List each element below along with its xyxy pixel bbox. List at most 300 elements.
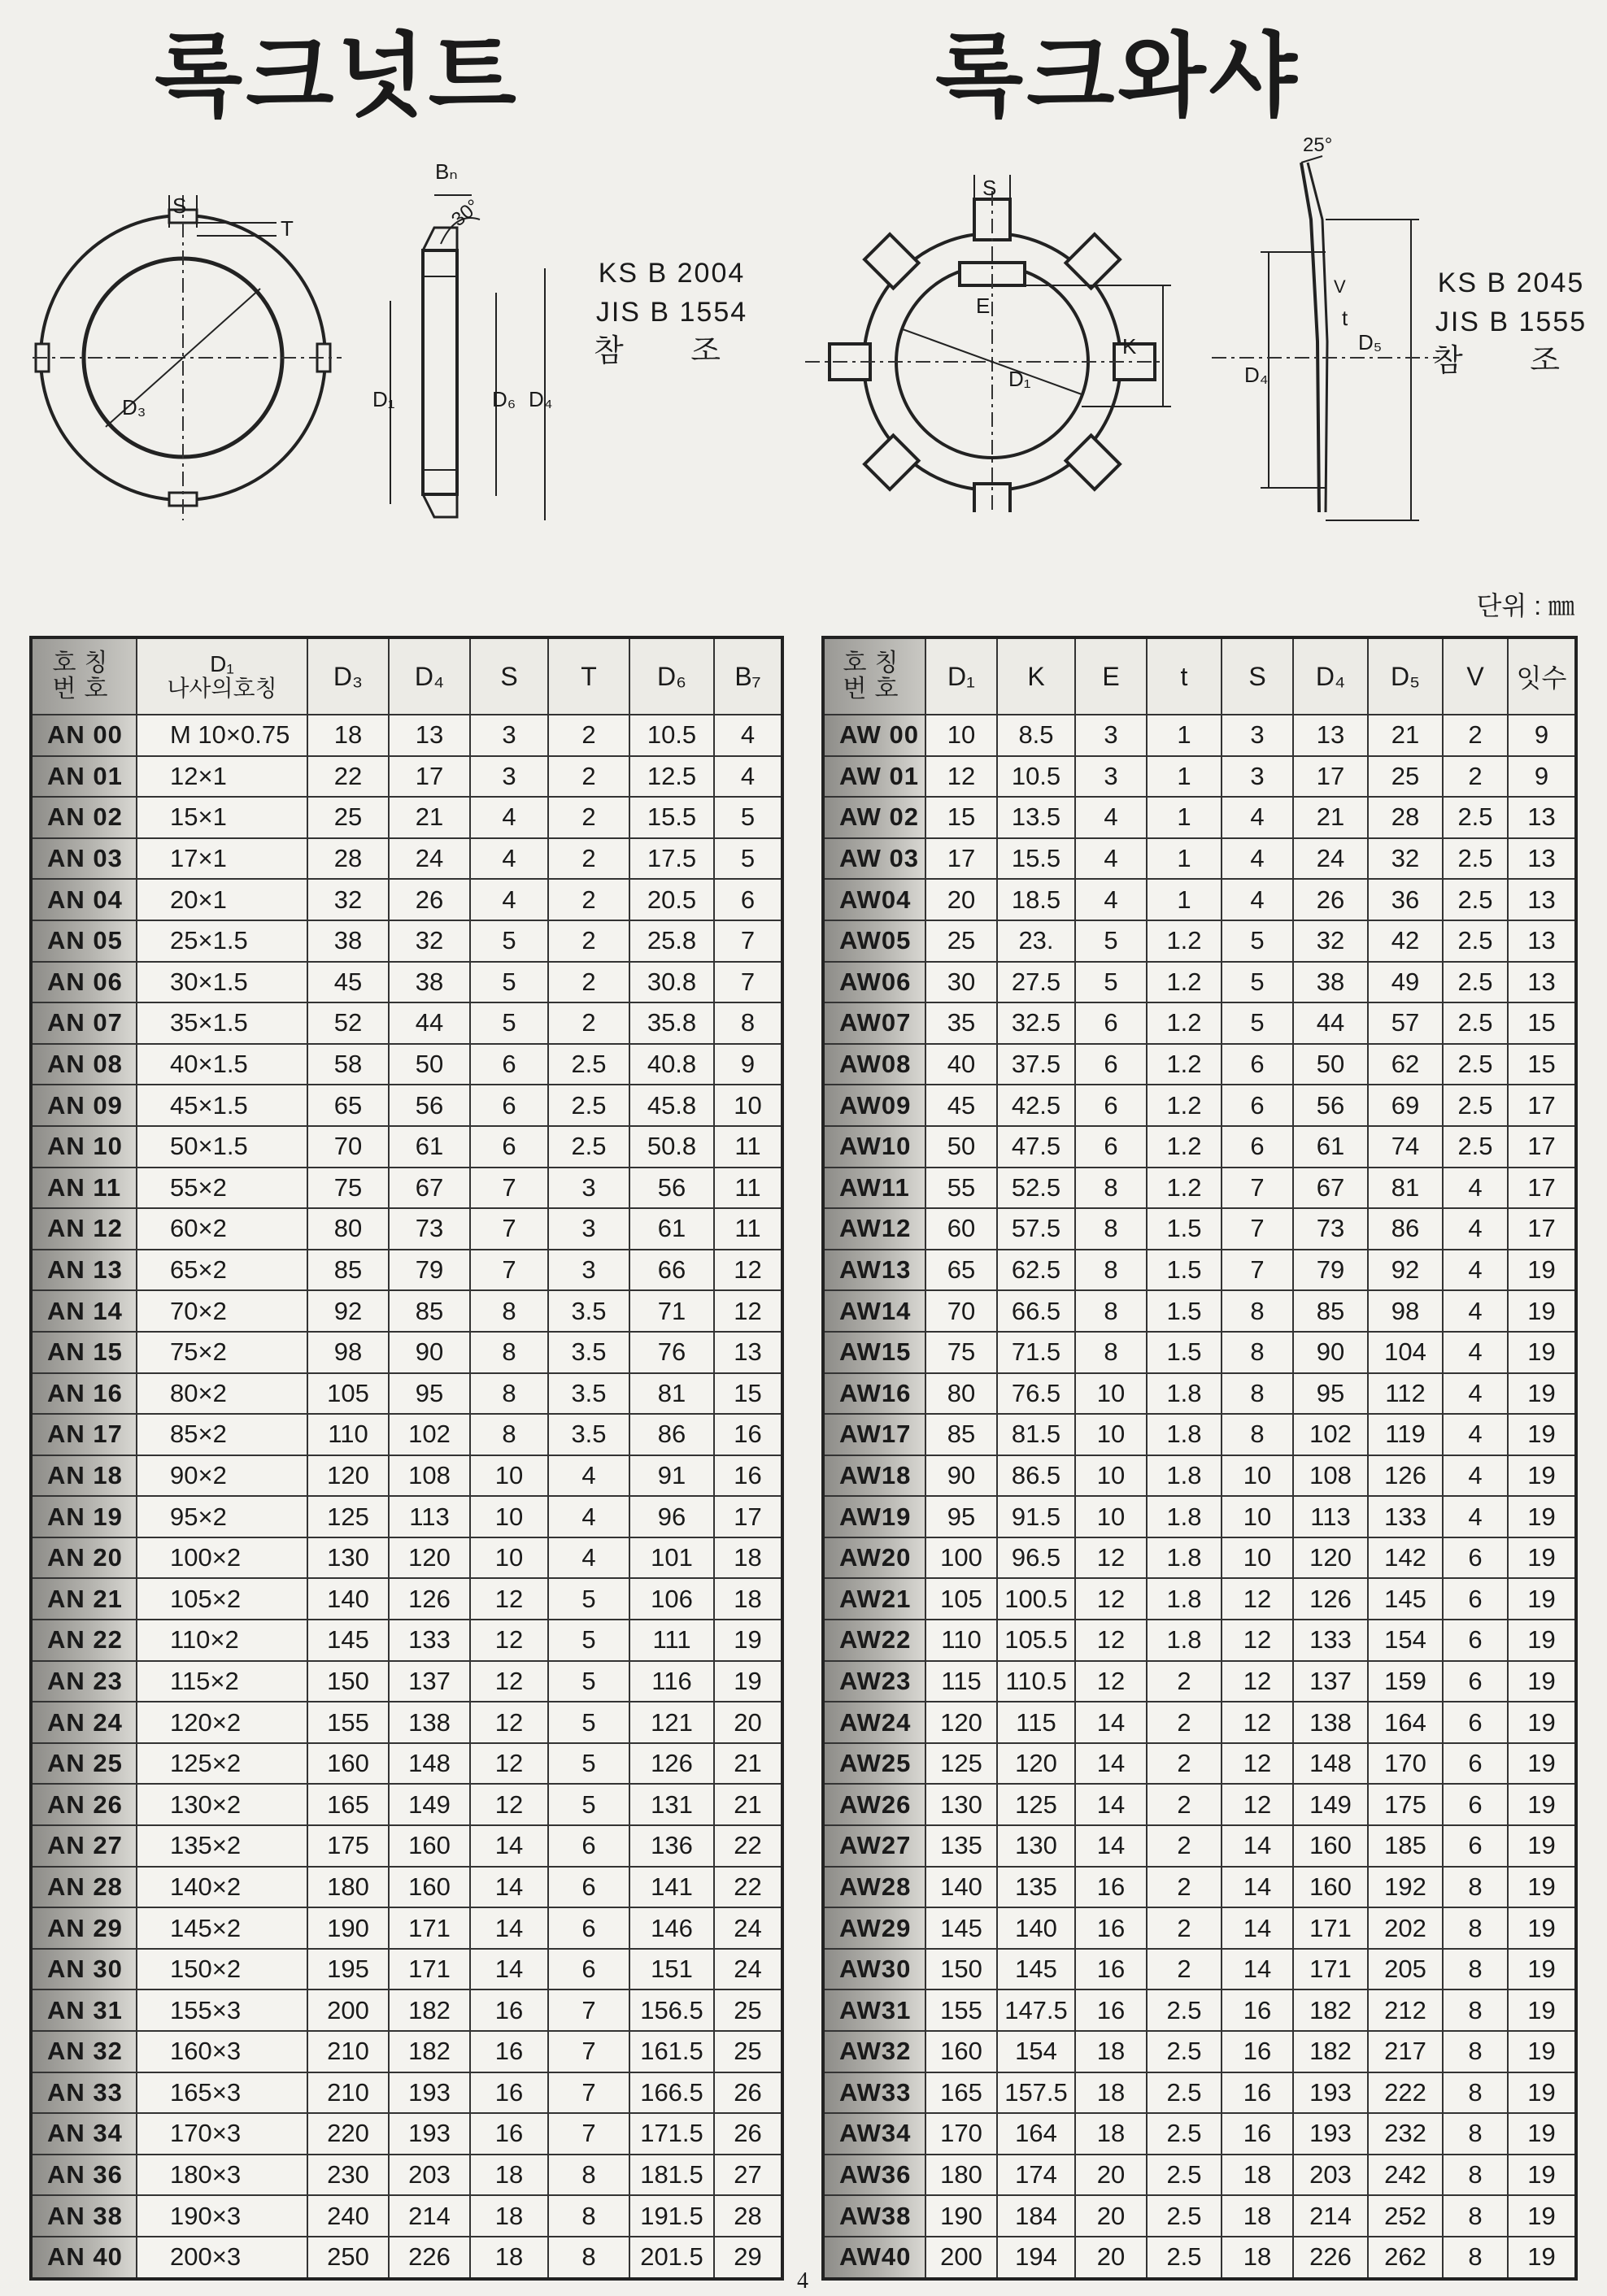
table-cell: 185 xyxy=(1368,1825,1443,1867)
table-cell: 20 xyxy=(714,1702,782,1743)
table-cell: 4 xyxy=(470,879,548,920)
nut-table-header-cell: B₇ xyxy=(714,637,782,715)
table-row xyxy=(31,1126,782,1168)
table-cell: 161.5 xyxy=(629,2031,714,2072)
designation-cell: AW34 xyxy=(823,2113,925,2155)
table-row xyxy=(31,1373,782,1415)
table-cell: 8 xyxy=(1222,1414,1293,1455)
table-cell: 2.5 xyxy=(1443,920,1508,962)
table-cell: 151 xyxy=(629,1949,714,1990)
table-cell: 5 xyxy=(1222,962,1293,1003)
table-cell: 7 xyxy=(1222,1250,1293,1291)
table-cell: 2 xyxy=(1147,1784,1222,1825)
table-row xyxy=(823,1907,1576,1949)
table-cell: 12 xyxy=(1222,1702,1293,1743)
designation-cell: AW21 xyxy=(823,1578,925,1620)
table-cell: 1.5 xyxy=(1147,1290,1222,1332)
table-cell: 180 xyxy=(307,1867,389,1908)
lock-nut-ks-standard: KS B 2004 xyxy=(598,258,746,289)
table-cell: 19 xyxy=(1508,1537,1576,1579)
table-row xyxy=(823,1496,1576,1537)
table-cell: 6 xyxy=(1222,1126,1293,1168)
table-cell: 154 xyxy=(1368,1620,1443,1661)
table-cell: 1.2 xyxy=(1147,962,1222,1003)
table-cell: 226 xyxy=(1293,2237,1368,2279)
table-cell: 2 xyxy=(1147,1867,1222,1908)
table-cell: 145 xyxy=(1368,1578,1443,1620)
designation-cell: AN 17 xyxy=(31,1414,137,1455)
table-row xyxy=(823,756,1576,798)
table-cell: 12 xyxy=(470,1578,548,1620)
table-cell: 18 xyxy=(1222,2195,1293,2237)
table-cell: 25.8 xyxy=(629,920,714,962)
table-cell: 16 xyxy=(1222,2113,1293,2155)
designation-cell: AW17 xyxy=(823,1414,925,1455)
table-row xyxy=(31,1002,782,1044)
table-row xyxy=(31,1989,782,2031)
table-cell: 220 xyxy=(307,2113,389,2155)
table-row xyxy=(31,1578,782,1620)
table-cell: 28 xyxy=(1368,797,1443,838)
table-cell: 14 xyxy=(470,1949,548,1990)
table-cell: 20 xyxy=(1075,2237,1147,2279)
table-cell: 5 xyxy=(1222,920,1293,962)
table-cell: 8 xyxy=(1222,1290,1293,1332)
table-cell: 25 xyxy=(714,2031,782,2072)
table-cell: 73 xyxy=(1293,1208,1368,1250)
nut-table-header-cell: D₆ xyxy=(629,637,714,715)
table-cell: 26 xyxy=(1293,879,1368,920)
table-cell: 17 xyxy=(1508,1168,1576,1209)
table-row xyxy=(823,2155,1576,2196)
table-cell: 32 xyxy=(1368,838,1443,880)
table-cell: 4 xyxy=(714,756,782,798)
table-cell: 11 xyxy=(714,1208,782,1250)
table-cell: 120 xyxy=(389,1537,470,1579)
table-cell: 6 xyxy=(1443,1702,1508,1743)
table-cell: 1.2 xyxy=(1147,1168,1222,1209)
table-row xyxy=(31,797,782,838)
designation-cell: AN 38 xyxy=(31,2195,137,2237)
table-row xyxy=(31,1949,782,1990)
table-cell: 5 xyxy=(714,838,782,880)
designation-cell: AW29 xyxy=(823,1907,925,1949)
table-row xyxy=(823,1989,1576,2031)
table-cell: 90 xyxy=(925,1455,997,1497)
table-cell: 71.5 xyxy=(997,1332,1075,1373)
table-cell: 6 xyxy=(1075,1044,1147,1085)
table-row xyxy=(823,1168,1576,1209)
table-cell: 212 xyxy=(1368,1989,1443,2031)
table-cell: 13 xyxy=(389,715,470,756)
table-cell: 174 xyxy=(997,2155,1075,2196)
table-cell: 2.5 xyxy=(1147,2195,1222,2237)
table-cell: 85×2 xyxy=(137,1414,307,1455)
designation-cell: AW05 xyxy=(823,920,925,962)
table-cell: 7 xyxy=(548,1989,629,2031)
table-cell: 2 xyxy=(1147,1907,1222,1949)
table-cell: 150 xyxy=(925,1949,997,1990)
table-cell: 190×3 xyxy=(137,2195,307,2237)
table-cell: 65×2 xyxy=(137,1250,307,1291)
table-cell: 193 xyxy=(389,2072,470,2114)
designation-cell: AW 00 xyxy=(823,715,925,756)
table-cell: 55 xyxy=(925,1168,997,1209)
table-cell: 175 xyxy=(1368,1784,1443,1825)
table-row xyxy=(31,1332,782,1373)
table-cell: 3 xyxy=(548,1168,629,1209)
table-cell: 57.5 xyxy=(997,1208,1075,1250)
lock-washer-ref-note: 참 조 xyxy=(1433,344,1589,378)
table-cell: 182 xyxy=(1293,2031,1368,2072)
table-cell: 12 xyxy=(1075,1661,1147,1702)
designation-cell: AW06 xyxy=(823,962,925,1003)
table-cell: 8 xyxy=(1443,2237,1508,2279)
table-cell: 26 xyxy=(389,879,470,920)
washer-table-header-cell: 잇수 xyxy=(1508,637,1576,715)
table-cell: 8 xyxy=(714,1002,782,1044)
table-cell: 23. xyxy=(997,920,1075,962)
table-cell: 12 xyxy=(1222,1620,1293,1661)
table-cell: 202 xyxy=(1368,1907,1443,1949)
table-cell: 1 xyxy=(1147,879,1222,920)
table-cell: 62 xyxy=(1368,1044,1443,1085)
table-cell: 42 xyxy=(1368,920,1443,962)
table-cell: 164 xyxy=(1368,1702,1443,1743)
table-cell: 200 xyxy=(925,2237,997,2279)
table-cell: 8 xyxy=(1443,1989,1508,2031)
table-row xyxy=(823,2031,1576,2072)
table-cell: 10 xyxy=(470,1496,548,1537)
designation-cell: AW 02 xyxy=(823,797,925,838)
table-row xyxy=(31,1085,782,1126)
table-cell: 125 xyxy=(925,1743,997,1785)
designation-cell: AN 04 xyxy=(31,879,137,920)
table-cell: 4 xyxy=(548,1496,629,1537)
table-cell: 12 xyxy=(1222,1661,1293,1702)
nut-table-header-cell: 호칭 번호 xyxy=(31,637,137,715)
table-cell: 6 xyxy=(548,1867,629,1908)
designation-cell: AN 10 xyxy=(31,1126,137,1168)
table-cell: 45 xyxy=(925,1085,997,1126)
table-cell: 19 xyxy=(1508,2155,1576,2196)
table-row xyxy=(823,1825,1576,1867)
table-cell: 130 xyxy=(307,1537,389,1579)
table-cell: 14 xyxy=(1222,1825,1293,1867)
table-cell: 3 xyxy=(1075,715,1147,756)
table-cell: 201.5 xyxy=(629,2237,714,2279)
table-cell: 8 xyxy=(1075,1250,1147,1291)
table-cell: 19 xyxy=(1508,1414,1576,1455)
table-cell: 165 xyxy=(925,2072,997,2114)
table-cell: 6 xyxy=(1443,1537,1508,1579)
table-cell: 1.2 xyxy=(1147,1126,1222,1168)
table-cell: 5 xyxy=(470,1002,548,1044)
table-cell: 15 xyxy=(1508,1002,1576,1044)
table-cell: 61 xyxy=(629,1208,714,1250)
table-cell: 56 xyxy=(1293,1085,1368,1126)
designation-cell: AN 02 xyxy=(31,797,137,838)
table-cell: 75 xyxy=(925,1332,997,1373)
table-cell: 110.5 xyxy=(997,1661,1075,1702)
table-cell: 125 xyxy=(997,1784,1075,1825)
table-row xyxy=(31,1620,782,1661)
table-cell: 137 xyxy=(389,1661,470,1702)
table-row xyxy=(31,2195,782,2237)
table-cell: 12 xyxy=(714,1290,782,1332)
designation-cell: AN 23 xyxy=(31,1661,137,1702)
table-cell: 113 xyxy=(1293,1496,1368,1537)
table-cell: 35×1.5 xyxy=(137,1002,307,1044)
table-cell: 19 xyxy=(1508,2113,1576,2155)
table-row xyxy=(823,838,1576,880)
table-row xyxy=(823,1085,1576,1126)
table-cell: 195 xyxy=(307,1949,389,1990)
designation-cell: AN 34 xyxy=(31,2113,137,2155)
nut-t-label: T xyxy=(281,216,294,241)
table-cell: 3 xyxy=(1222,715,1293,756)
table-row xyxy=(31,756,782,798)
table-cell: 18 xyxy=(1222,2155,1293,2196)
lock-washer-side-view-figure xyxy=(1212,130,1439,537)
lock-washer-title: 록크와샤 xyxy=(935,24,1300,129)
table-cell: 21 xyxy=(714,1743,782,1785)
table-cell: 16 xyxy=(1075,1907,1147,1949)
lock-washer-table-body xyxy=(823,715,1576,2279)
lock-washer-jis-standard: JIS B 1555 xyxy=(1435,307,1587,337)
table-row xyxy=(823,1702,1576,1743)
table-cell: 7 xyxy=(470,1250,548,1291)
table-cell: 21 xyxy=(714,1784,782,1825)
table-cell: 16 xyxy=(1075,1949,1147,1990)
table-cell: 2.5 xyxy=(548,1044,629,1085)
designation-cell: AW25 xyxy=(823,1743,925,1785)
table-cell: 8 xyxy=(1443,2155,1508,2196)
table-cell: 1.8 xyxy=(1147,1496,1222,1537)
table-row xyxy=(823,2072,1576,2114)
table-row xyxy=(823,1290,1576,1332)
table-cell: 19 xyxy=(1508,2195,1576,2237)
lock-nut-side-view-figure xyxy=(366,146,577,553)
table-cell: 4 xyxy=(1443,1168,1508,1209)
nut-d3-label: D₃ xyxy=(122,395,146,420)
table-cell: 1.8 xyxy=(1147,1414,1222,1455)
table-row xyxy=(31,1537,782,1579)
table-cell: 10 xyxy=(925,715,997,756)
washer-e-label: E xyxy=(976,294,991,318)
table-cell: 35.8 xyxy=(629,1002,714,1044)
table-cell: 17 xyxy=(1293,756,1368,798)
designation-cell: AN 28 xyxy=(31,1867,137,1908)
table-row xyxy=(823,2195,1576,2237)
table-cell: 19 xyxy=(1508,1373,1576,1415)
table-cell: 214 xyxy=(1293,2195,1368,2237)
table-cell: 75 xyxy=(307,1168,389,1209)
table-cell: 2.5 xyxy=(1147,2072,1222,2114)
table-cell: 166.5 xyxy=(629,2072,714,2114)
table-cell: 8 xyxy=(470,1373,548,1415)
table-cell: 6 xyxy=(1443,1784,1508,1825)
table-row xyxy=(31,1825,782,1867)
table-cell: 140 xyxy=(925,1867,997,1908)
table-cell: 6 xyxy=(548,1825,629,1867)
table-cell: 214 xyxy=(389,2195,470,2237)
table-cell: 160 xyxy=(389,1825,470,1867)
table-cell: 171 xyxy=(389,1949,470,1990)
table-cell: 18 xyxy=(307,715,389,756)
table-cell: 148 xyxy=(389,1743,470,1785)
table-cell: 131 xyxy=(629,1784,714,1825)
table-cell: 2.5 xyxy=(1147,2031,1222,2072)
washer-table-header-cell: 호칭 번호 xyxy=(823,637,925,715)
designation-cell: AN 24 xyxy=(31,1702,137,1743)
table-cell: 76 xyxy=(629,1332,714,1373)
table-cell: 2.5 xyxy=(1443,1126,1508,1168)
table-cell: 2.5 xyxy=(1147,2237,1222,2279)
designation-cell: AN 32 xyxy=(31,2031,137,2072)
table-cell: 3.5 xyxy=(548,1332,629,1373)
table-cell: 7 xyxy=(548,2031,629,2072)
table-cell: 56 xyxy=(629,1168,714,1209)
table-cell: 74 xyxy=(1368,1126,1443,1168)
table-cell: 50×1.5 xyxy=(137,1126,307,1168)
table-cell: 11 xyxy=(714,1126,782,1168)
table-cell: 192 xyxy=(1368,1867,1443,1908)
table-cell: 3 xyxy=(548,1250,629,1291)
table-cell: 44 xyxy=(1293,1002,1368,1044)
table-row xyxy=(823,1332,1576,1373)
table-cell: 200×3 xyxy=(137,2237,307,2279)
table-cell: 10 xyxy=(1075,1414,1147,1455)
table-cell: 85 xyxy=(925,1414,997,1455)
table-row xyxy=(31,1496,782,1537)
unit-label: 단위 : ㎜ xyxy=(1476,591,1574,620)
table-cell: 8 xyxy=(470,1414,548,1455)
table-cell: 19 xyxy=(1508,1702,1576,1743)
table-cell: 95 xyxy=(925,1496,997,1537)
table-cell: 40.8 xyxy=(629,1044,714,1085)
table-cell: 3 xyxy=(1222,756,1293,798)
table-cell: 95 xyxy=(1293,1373,1368,1415)
nut-d6-label: D₆ xyxy=(492,387,516,411)
table-cell: 180×3 xyxy=(137,2155,307,2196)
table-cell: 191.5 xyxy=(629,2195,714,2237)
table-cell: 96.5 xyxy=(997,1537,1075,1579)
table-row xyxy=(823,1044,1576,1085)
table-cell: 12 xyxy=(925,756,997,798)
table-row xyxy=(823,1373,1576,1415)
washer-table-header-cell: K xyxy=(997,637,1075,715)
table-cell: 2.5 xyxy=(1147,2155,1222,2196)
table-cell: 126 xyxy=(1368,1455,1443,1497)
table-cell: 112 xyxy=(1368,1373,1443,1415)
table-cell: 154 xyxy=(997,2031,1075,2072)
table-cell: 16 xyxy=(470,2113,548,2155)
table-cell: 86 xyxy=(629,1414,714,1455)
designation-cell: AN 16 xyxy=(31,1373,137,1415)
table-cell: 147.5 xyxy=(997,1989,1075,2031)
designation-cell: AN 29 xyxy=(31,1907,137,1949)
washer-table-header-cell: D₄ xyxy=(1293,637,1368,715)
designation-cell: AW19 xyxy=(823,1496,925,1537)
table-cell: 76.5 xyxy=(997,1373,1075,1415)
table-cell: 8 xyxy=(1443,2031,1508,2072)
designation-cell: AN 15 xyxy=(31,1332,137,1373)
table-cell: 14 xyxy=(470,1825,548,1867)
table-cell: 4 xyxy=(1443,1290,1508,1332)
table-cell: 12 xyxy=(1075,1578,1147,1620)
designation-cell: AN 40 xyxy=(31,2237,137,2279)
designation-cell: AW36 xyxy=(823,2155,925,2196)
table-cell: 16 xyxy=(714,1455,782,1497)
table-cell: 13 xyxy=(1508,838,1576,880)
table-cell: 18 xyxy=(470,2155,548,2196)
table-cell: 140×2 xyxy=(137,1867,307,1908)
table-cell: 203 xyxy=(1293,2155,1368,2196)
table-cell: 28 xyxy=(307,838,389,880)
designation-cell: AW14 xyxy=(823,1290,925,1332)
table-cell: 13 xyxy=(1508,797,1576,838)
table-cell: 138 xyxy=(389,1702,470,1743)
table-cell: 126 xyxy=(389,1578,470,1620)
page-number: 4 xyxy=(797,2268,808,2294)
table-cell: 5 xyxy=(548,1743,629,1785)
table-row xyxy=(823,1208,1576,1250)
table-cell: 2.5 xyxy=(1443,1085,1508,1126)
table-cell: 115 xyxy=(997,1702,1075,1743)
table-cell: 4 xyxy=(1222,838,1293,880)
table-cell: 10.5 xyxy=(997,756,1075,798)
table-cell: 1.2 xyxy=(1147,1044,1222,1085)
table-cell: 156.5 xyxy=(629,1989,714,2031)
table-row xyxy=(31,715,782,756)
table-cell: 2 xyxy=(1147,1743,1222,1785)
table-cell: 81 xyxy=(1368,1168,1443,1209)
designation-cell: AN 01 xyxy=(31,756,137,798)
table-cell: 4 xyxy=(548,1455,629,1497)
washer-v-label: V xyxy=(1334,276,1346,297)
table-cell: 4 xyxy=(470,797,548,838)
nut-table-header-cell: D₁ 나사의호칭 xyxy=(137,637,307,715)
table-cell: 10 xyxy=(470,1455,548,1497)
table-cell: 25 xyxy=(925,920,997,962)
table-row xyxy=(31,1250,782,1291)
table-cell: 7 xyxy=(1222,1208,1293,1250)
table-cell: 28 xyxy=(714,2195,782,2237)
table-cell: 19 xyxy=(1508,1949,1576,1990)
table-cell: 14 xyxy=(1075,1743,1147,1785)
nut-d1-label: D₁ xyxy=(372,387,395,411)
table-cell: 80 xyxy=(307,1208,389,1250)
table-cell: 5 xyxy=(548,1578,629,1620)
designation-cell: AN 26 xyxy=(31,1784,137,1825)
table-cell: 252 xyxy=(1368,2195,1443,2237)
designation-cell: AW40 xyxy=(823,2237,925,2279)
table-cell: 3.5 xyxy=(548,1290,629,1332)
designation-cell: AW33 xyxy=(823,2072,925,2114)
table-cell: 210 xyxy=(307,2031,389,2072)
table-cell: 98 xyxy=(307,1332,389,1373)
table-cell: 19 xyxy=(1508,1578,1576,1620)
table-cell: 205 xyxy=(1368,1949,1443,1990)
table-cell: 102 xyxy=(1293,1414,1368,1455)
table-cell: 10 xyxy=(1222,1537,1293,1579)
table-cell: 18 xyxy=(1075,2113,1147,2155)
table-cell: 18 xyxy=(470,2195,548,2237)
table-cell: 10 xyxy=(714,1085,782,1126)
table-cell: 130 xyxy=(997,1825,1075,1867)
table-cell: 165 xyxy=(307,1784,389,1825)
